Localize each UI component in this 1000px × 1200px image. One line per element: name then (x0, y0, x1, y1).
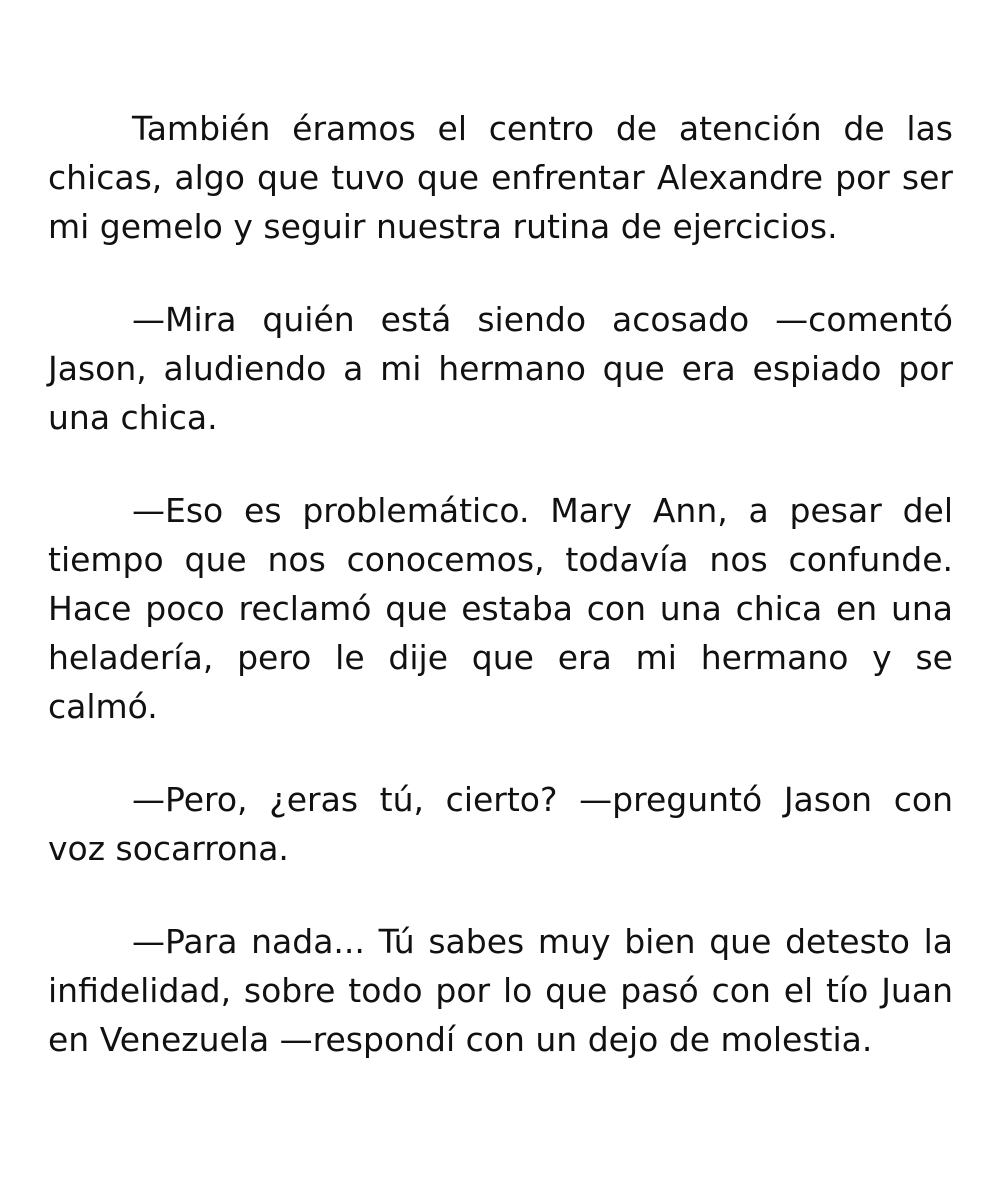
paragraph-5: —Para nada... Tú sabes muy bien que detesto la infidelidad, sobre todo por lo que pasó con el tío Juan en Venezuela —respondí con un dejo de molestia. (48, 922, 953, 1059)
paragraph-4: —Pero, ¿eras tú, cierto? —preguntó Jason con voz socarrona. (48, 780, 953, 868)
paragraph-2: —Mira quién está siendo acosado —comentó Jason, aludiendo a mi hermano que era espiado por una chica. (48, 300, 953, 437)
paragraph-3: —Eso es problemático. Mary Ann, a pesar del tiempo que nos conocemos, todavía nos confunde. Hace poco reclamó que estaba con una chica en una heladería, pero le dije que era mi hermano y se calmó. (48, 491, 953, 726)
document-page (48, 104, 953, 1064)
paragraph-1: También éramos el centro de atención de las chicas, algo que tuvo que enfrentar Alexandre por ser mi gemelo y seguir nuestra rutina de ejercicios. (48, 109, 953, 246)
